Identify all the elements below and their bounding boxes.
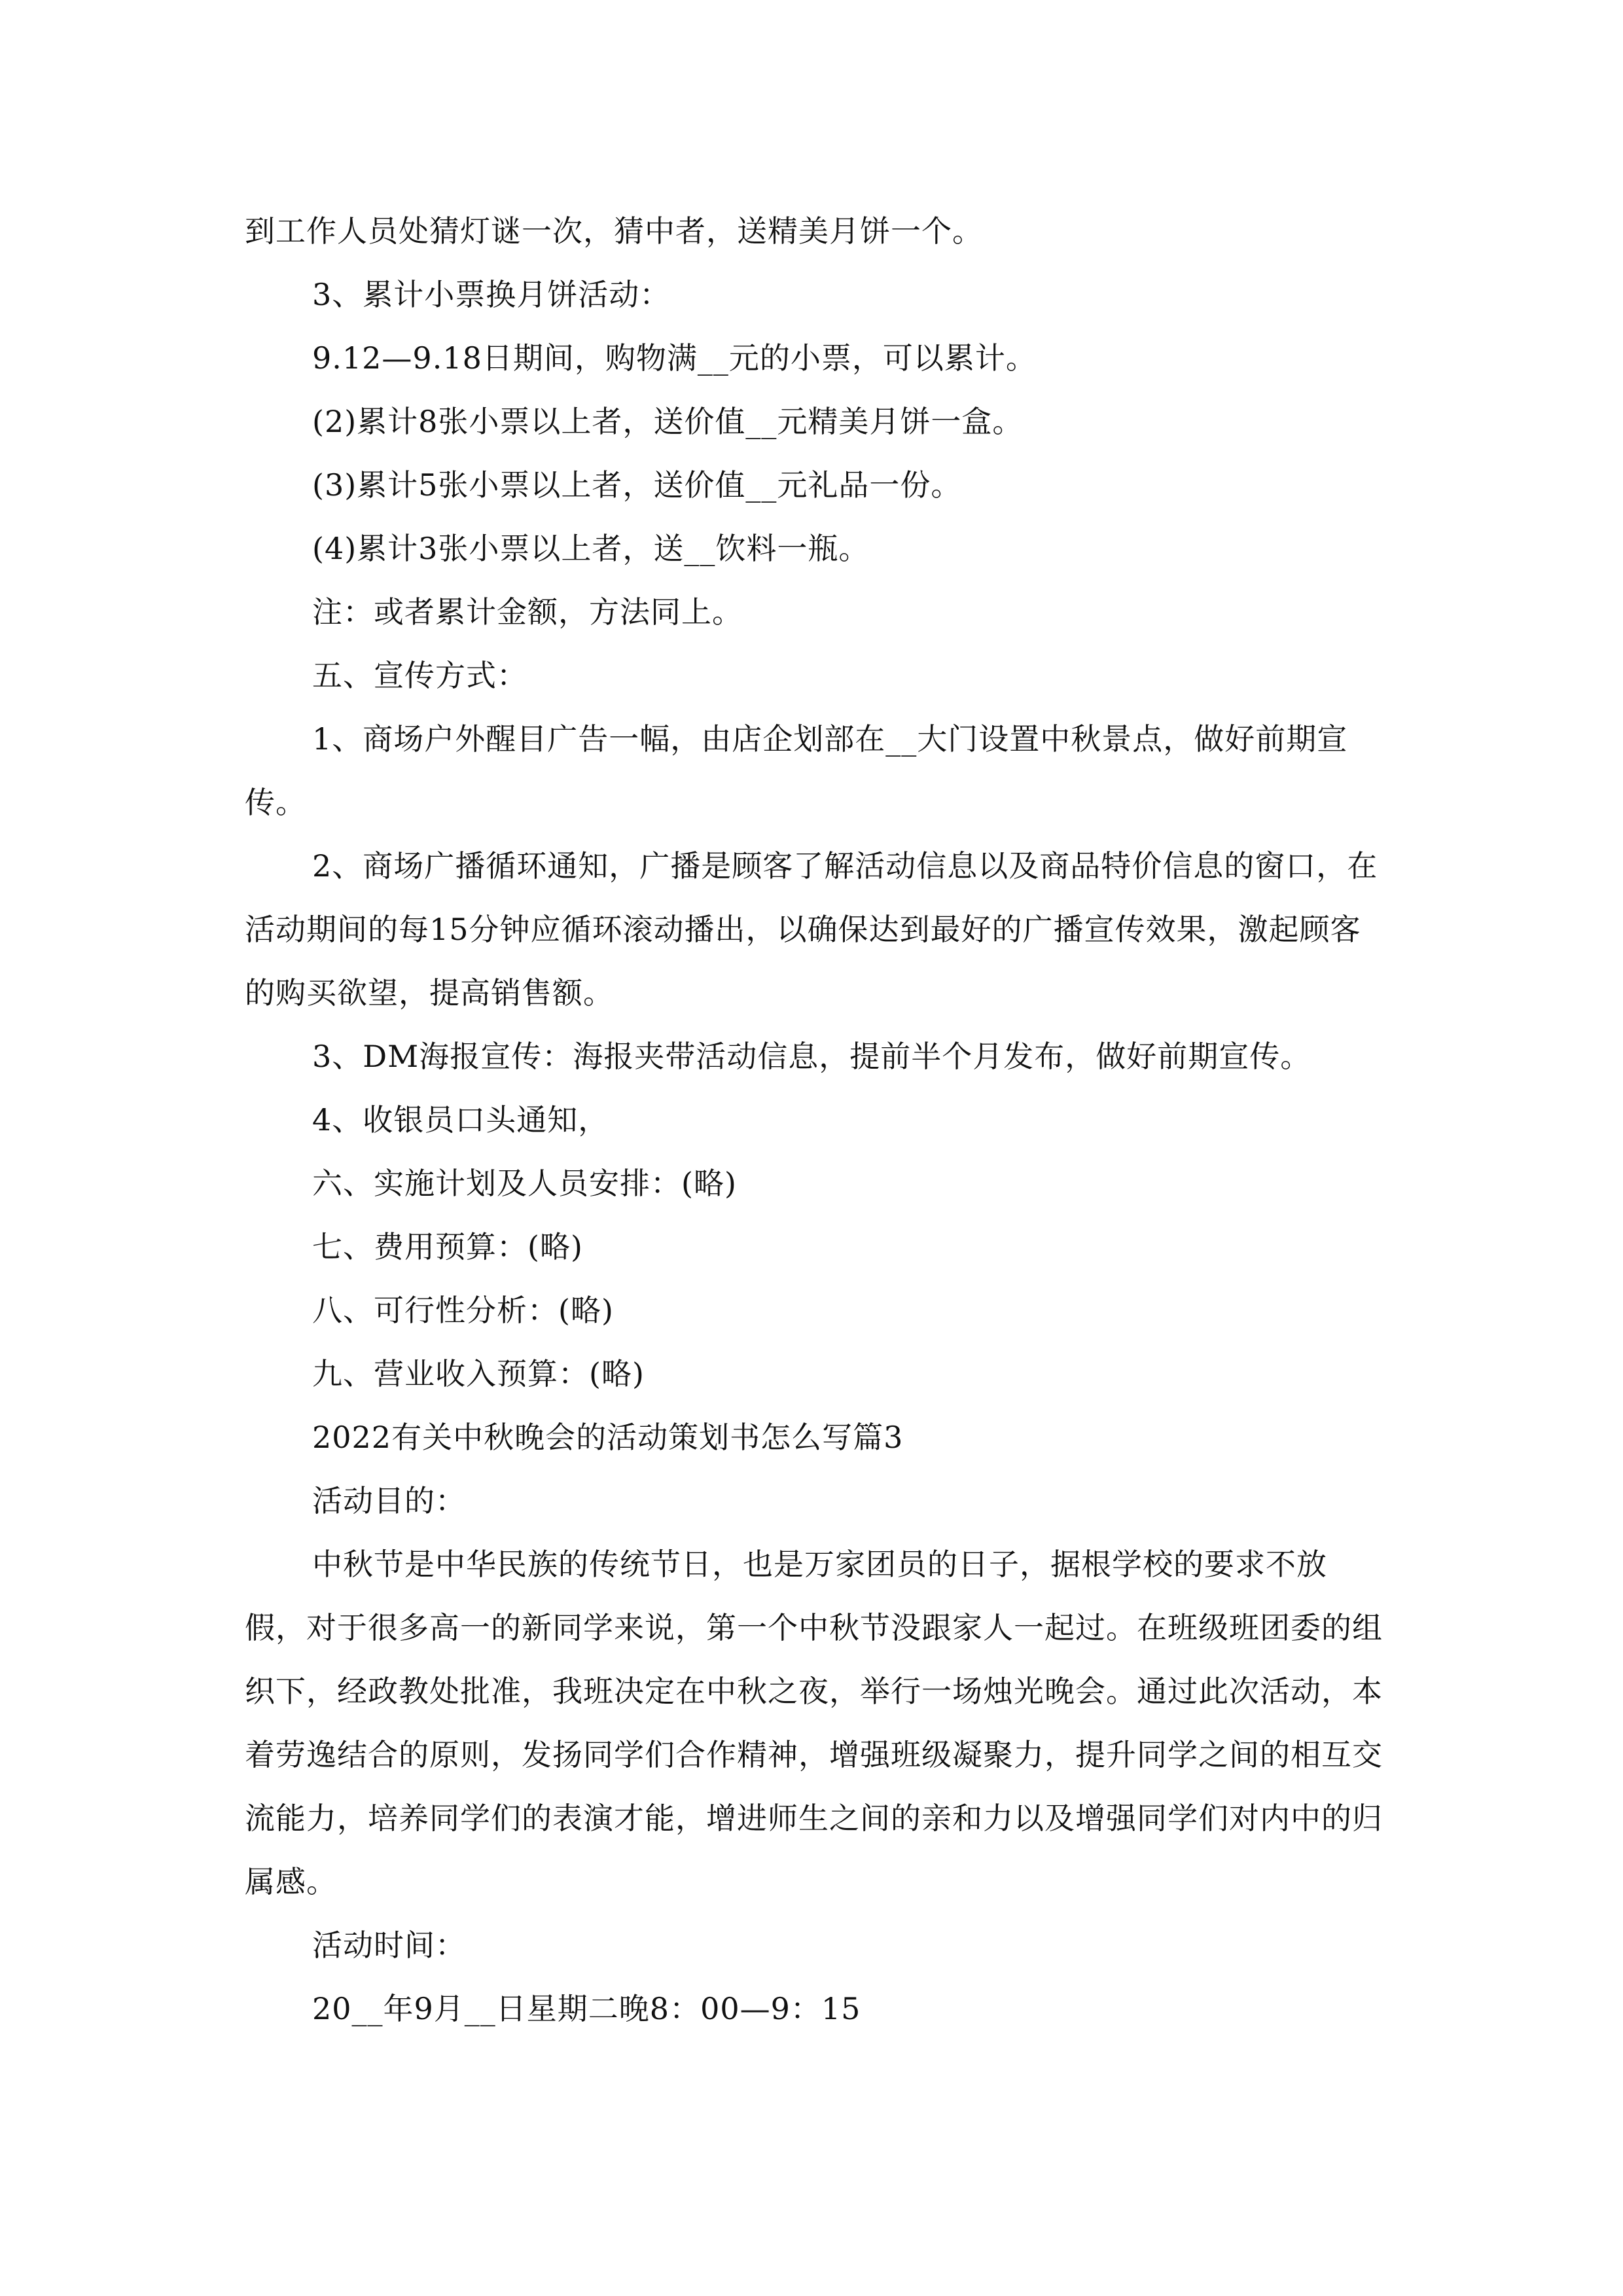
paragraph-purpose-body: 中秋节是中华民族的传统节日，也是万家团员的日子，据根学校的要求不放假，对于很多高一的新同学来说，第一个中秋节没跟家人一起过。在班级班团委的组织下，经政教处批准，我班决定在中秋之夜，举行一场烛光晚会。通过此次活动，本着劳逸结合的原则，发扬同学们合作精神，增强班级凝聚力，提升同学之间的相互交流能力，培养同学们的表演才能，增进师生之间的亲和力以及增强同学们对内中的归属感。: [245, 1547, 1383, 1899]
paragraph-promotion-4: 4、收银员口头通知，: [312, 1102, 609, 1138]
section-heading-budget: 七、费用预算：(略): [312, 1229, 583, 1265]
paragraph-promotion-1: 1、商场户外醒目广告一幅，由店企划部在__大门设置中秋景点，做好前期宣传。: [245, 721, 1348, 820]
section-heading-purpose: 活动目的：: [312, 1483, 466, 1518]
paragraph-note: 注：或者累计金额，方法同上。: [312, 594, 743, 630]
section-heading-feasibility: 八、可行性分析：(略): [312, 1293, 614, 1328]
paragraph-receipt-activity-heading: 3、累计小票换月饼活动：: [312, 277, 671, 312]
paragraph-receipt-period: 9.12—9.18日期间，购物满__元的小票，可以累计。: [312, 340, 1037, 376]
section-heading-promotion: 五、宣传方式：: [312, 658, 527, 693]
paragraph-promotion-2: 2、商场广播循环通知，广播是顾客了解活动信息以及商品特价信息的窗口，在活动期间的每15分钟应循环滚动播出，以确保达到最好的广播宣传效果，激起顾客的购买欲望，提高销售额。: [245, 848, 1378, 1011]
paragraph-lantern-riddle-continuation: 到工作人员处猜灯谜一次，猜中者，送精美月饼一个。: [245, 213, 983, 249]
paragraph-time-value: 20__年9月__日星期二晚8：00—9：15: [312, 1991, 861, 2026]
paragraph-receipt-3: (4)累计3张小票以上者，送__饮料一瓶。: [312, 531, 870, 566]
article-title-part-3: 2022有关中秋晚会的活动策划书怎么写篇3: [312, 1420, 904, 1455]
paragraph-promotion-3: 3、DM海报宣传：海报夹带活动信息，提前半个月发布，做好前期宣传。: [312, 1039, 1311, 1074]
section-heading-implementation: 六、实施计划及人员安排：(略): [312, 1166, 737, 1201]
section-heading-revenue: 九、营业收入预算：(略): [312, 1356, 645, 1391]
paragraph-receipt-8: (2)累计8张小票以上者，送价值__元精美月饼一盒。: [312, 404, 1024, 439]
document-body: [245, 200, 1383, 2041]
paragraph-receipt-5: (3)累计5张小票以上者，送价值__元礼品一份。: [312, 467, 962, 503]
section-heading-time: 活动时间：: [312, 1928, 466, 1963]
